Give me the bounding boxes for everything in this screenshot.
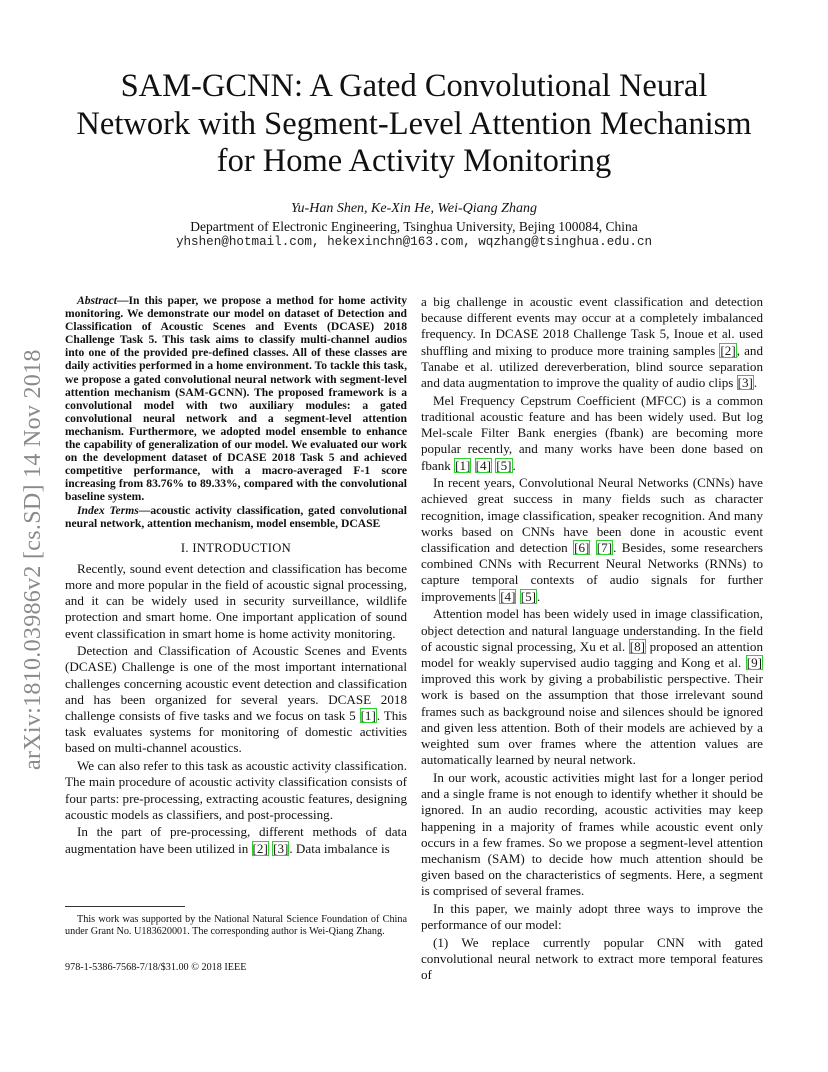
paragraph-text: proposed an attention model for weakly supervised audio tagging and Kong et al. [421,638,763,670]
body-paragraph [421,901,763,933]
body-paragraph [65,758,407,823]
left-column [65,294,407,858]
paragraph-text: a big challenge in acoustic event classification and detection because different events may occur at a completely imbalanced frequency. In DCASE 2018 Challenge Task 5, Inoue et al. used shuffling and mixing to produce more training samples [421,294,763,358]
citation-link[interactable]: [1] [360,708,376,724]
body-paragraph [65,643,407,756]
citation-link[interactable]: [9] [746,654,762,670]
affiliation: Department of Electronic Engineering, Tsinghua University, Bejing 100084, China [190,219,638,234]
citation-link[interactable]: [5] [496,457,512,473]
section-heading-introduction: I. INTRODUCTION [180,540,292,555]
citation-link[interactable]: [4] [475,457,491,473]
paragraph-text: Recently, sound event detection and classification has become more and more popular in the field of acoustic signal processing, and it can be widely used in security surveillance, wildlife protection and smart home. One important application of sound event classification in smart home is home activity monitoring. [65,560,407,641]
paragraph-text: . Data imbalance is [289,840,390,856]
title-line: for Home Activity Monitoring [216,143,612,179]
citation-link[interactable]: [1] [455,457,471,473]
citation-link[interactable]: [3] [737,375,753,391]
abstract-text: —In this paper, we propose a method for home activity monitoring. We demonstrate our model on dataset of Detection and Classification of Acoustic Scenes and Events (DCASE) 2018 Challenge Task 5. This task aims to classify multi-channel audios into one of the provided pre-defined classes. All of these classes are daily activities performed in a home environment. To tackle this task, we propose a gated convolutional neural network with segment-level attention mechanism (SAM-GCNN). The proposed framework is a convolutional model with two auxiliary modules: a gated convolutional neural network and a segment-level attention mechanism. Furthermore, we adopted model ensemble to enhance the capability of generalization of our model. We evaluated our work on the development dataset of DCASE 2018 Task 5 and achieved competitive performance, with a macro-averaged F-1 score increasing from 83.76% to 89.33%, compared with the convolutional baseline system. [65,294,407,504]
body-paragraph [421,935,763,984]
abstract [65,294,407,504]
citation-link[interactable]: [6] [574,540,590,556]
paragraph-text: . [512,457,516,473]
arxiv-stamp: arXiv:1810.03986v2 [cs.SD] 14 Nov 2018 [20,349,46,770]
copyright-notice: 978-1-5386-7568-7/18/$31.00 © 2018 IEEE [65,962,247,973]
left-body-text [65,561,407,857]
body-paragraph [65,824,407,856]
paragraph-text: In the part of pre-processing, different methods of data augmentation have been utilized in [65,824,407,856]
citation-link[interactable]: [2] [252,840,268,856]
abstract-lead: Abstract [77,294,117,307]
index-terms [65,504,407,530]
paragraph-text: We can also refer to this task as acoustic activity classification. The main procedure of acoustic activity classification consists of four parts: pre-processing, extracting acoustic features, designing acoustic models as classifiers, and post-processing. [65,758,407,822]
paragraph-text: , and Tanabe et al. utilized dereverberation, blind source separation and data augmentation to improve the quality of audio clips [421,342,764,391]
paragraph-text: In this paper, we mainly adopt three ways to improve the performance of our model: [421,901,763,933]
title-line: SAM-GCNN: A Gated Convolutional Neural [120,68,708,104]
paragraph-text: In our work, acoustic activities might last for a longer period and a single frame is not enough to identify whether it should be ignored. In an audio recording, acoustic activities may keep happening in a majority of frames while acoustic event only occurs in a few frames. So we propose a segment-level attention mechanism (SAM) to decide how much attention should be given based on the characteristics of segments. Here, a segment is comprised of several frames. [421,769,763,899]
paper-title [50,68,778,181]
paragraph-text: . [537,588,541,604]
body-paragraph [421,770,763,900]
paragraph-text: . Besides, some researchers combined CNNs with Recurrent Neural Networks (RNNs) to capture temporal contexts of audio signals for further improvements [421,540,764,604]
index-terms-lead: Index Terms [77,503,139,517]
paragraph-text: (1) We replace currently popular CNN with gated convolutional neural network to extract more temporal features of [421,934,763,983]
right-body-text [421,294,763,984]
paragraph-text: Attention model has been widely used in image classification, object detection and natural language understanding. In the field of acoustic signal processing, Xu et al. [421,606,763,654]
paragraph-text: . This task evaluates systems for monitoring of domestic activities based on multi-channel acoustics. [65,708,407,756]
paragraph-text: Detection and Classification of Acoustic Scenes and Events (DCASE) Challenge is one of the most important international challenges concerning acoustic event detection and classification and has been organized for several years. DCASE 2018 challenge consists of five tasks and we focus on task 5 [65,643,407,724]
funding-footnote: This work was supported by the National Natural Science Foundation of China under Grant No. U183620001. The corresponding author is Wei-Qiang Zhang. [65,914,407,937]
body-paragraph [421,294,763,391]
body-paragraph [421,393,763,474]
right-column [421,294,763,985]
paragraph-text: Mel Frequency Cepstrum Coefficient (MFCC) is a common traditional acoustic feature and has been widely used. But log Mel-scale Filter Bank energies (fbank) are becoming more popular recently, and many works have been done based on fbank [421,392,763,473]
citation-link[interactable]: [4] [500,588,516,604]
footnote-divider [65,906,185,907]
paragraph-text: improved this work by giving a probabilistic perspective. Their work is based on the assumption that those irrelevant sound frames such as background noise and silences should be ignored and given less attention. Both of their models are achieved by a weighted sum over frames where the attention values are automatically learned by neural network. [421,671,763,768]
paragraph-text: . [753,375,758,391]
citation-link[interactable]: [2] [720,342,736,358]
paragraph-text: In recent years, Convolutional Neural Networks (CNNs) have achieved great success in many fields such as character recognition, image classification, speaker recognition. And many works based on CNNs have been done in acoustic event classification and detection [421,475,763,556]
body-paragraph [65,561,407,642]
paragraph-text [590,540,595,555]
index-terms-text: —acoustic activity classification, gated convolutional neural network, attention mechanism, model ensemble, DCASE [65,503,407,530]
body-paragraph [421,475,763,605]
title-line: Network with Segment-Level Attention Mechanism [76,105,752,142]
citation-link[interactable]: [7] [596,540,613,556]
citation-link[interactable]: [5] [520,588,537,604]
body-paragraph [421,606,763,768]
author-emails: yhshen@hotmail.com, hekexinchn@163.com, wqzhang@tsinghua.edu.cn [175,235,653,249]
author-list: Yu-Han Shen, Ke-Xin He, Wei-Qiang Zhang [291,201,537,216]
citation-link[interactable]: [8] [629,638,646,654]
citation-link[interactable]: [3] [273,840,289,856]
